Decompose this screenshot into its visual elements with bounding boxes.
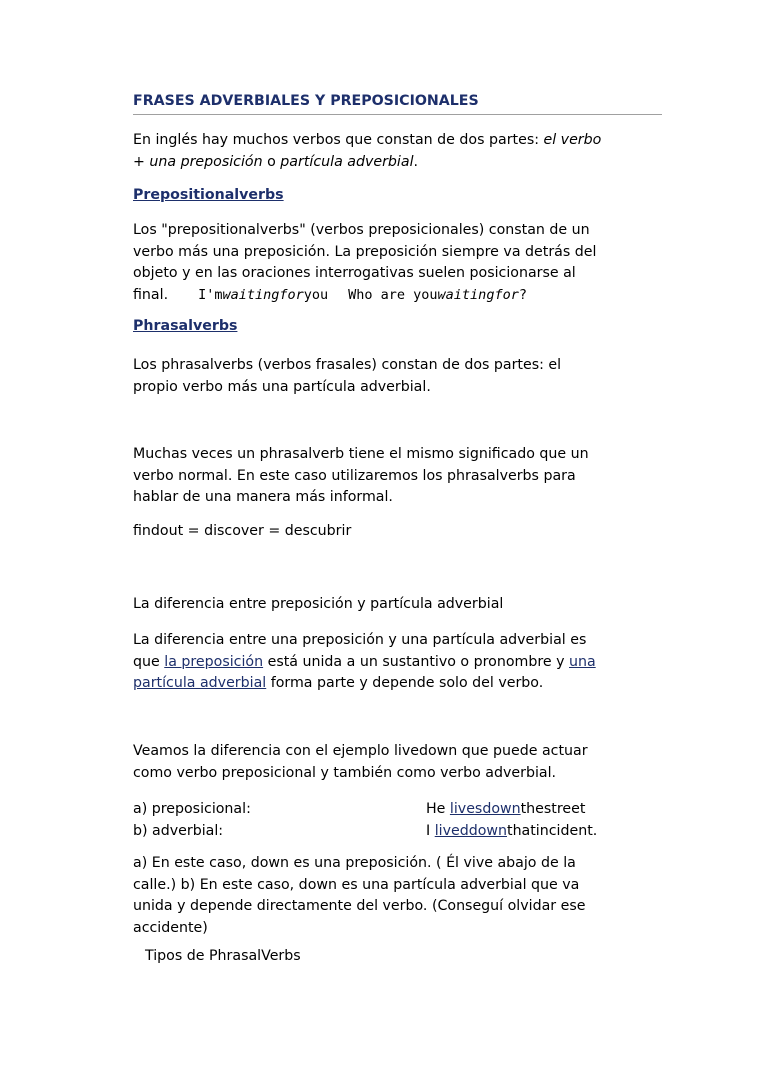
phrasal-paragraph: [133, 355, 663, 398]
prep-example-2-verb: waitingfor: [437, 286, 519, 303]
example-a-subject: He: [426, 801, 450, 817]
diff-line-1: La diferencia entre una preposición y una partícula adverbial es: [133, 632, 587, 648]
prep-line-4: [133, 285, 663, 307]
diff-line-2: [133, 652, 663, 674]
una-particula-link-end[interactable]: partícula adverbial: [133, 675, 267, 691]
prep-line-2: verbo más una preposición. La preposición siempre va detrás del: [133, 243, 597, 260]
prepositional-verbs-heading: Prepositionalverbs: [133, 187, 284, 203]
prep-example-2: [348, 287, 527, 303]
example-b-subject: I: [426, 822, 435, 839]
difference-heading: La diferencia entre preposición y partícula adverbial: [133, 596, 504, 612]
prep-example-1: [198, 287, 328, 303]
diff-line-3: [133, 673, 663, 695]
phrasal-verbs-heading: Phrasalverbs: [133, 318, 238, 334]
prep-example-1-object: you: [303, 286, 329, 303]
explanation-paragraph: [133, 853, 663, 939]
liveddown-link[interactable]: liveddown: [434, 822, 507, 839]
explain-line-1: a) En este caso, down es una preposición. ( Él vive abajo de la: [133, 855, 576, 871]
page-title: FRASES ADVERBIALES Y PREPOSICIONALES: [133, 93, 479, 109]
title-block: [133, 91, 662, 115]
explain-line-3: unida y depende directamente del verbo. (Conseguí olvidar ese: [133, 898, 586, 914]
intro-period: .: [413, 153, 419, 170]
explain-line-2: calle.) b) En este caso, down es una partícula adverbial que va: [133, 876, 580, 893]
prep-line-1: Los "prepositionalverbs" (verbos preposicionales) constan de un: [133, 222, 590, 238]
difference-paragraph: [133, 630, 663, 695]
veamos-paragraph: [133, 741, 663, 784]
muchas-line-1: Muchas veces un phrasalverb tiene el mismo significado que un: [133, 446, 589, 462]
example-b-sentence: [426, 821, 597, 843]
una-particula-link-start[interactable]: una: [569, 653, 596, 670]
example-b-label: b) adverbial:: [133, 822, 224, 839]
la-preposicion-link[interactable]: la preposición: [164, 653, 264, 670]
prep-example-1-verb: waitingfor: [222, 286, 304, 303]
diff-text-que: que: [133, 653, 165, 670]
prep-final-word: final.: [133, 286, 169, 303]
prep-example-2-question-mark: ?: [518, 286, 527, 303]
intro-emphasis-particula: partícula adverbial: [280, 153, 414, 170]
livesdown-link[interactable]: livesdown: [449, 801, 521, 817]
phrasal-line-1: Los phrasalverbs (verbos frasales) constan de dos partes: el: [133, 357, 562, 373]
explain-line-4: accidente): [133, 919, 208, 936]
intro-paragraph: [133, 130, 663, 173]
prepositional-paragraph: [133, 220, 663, 306]
example-b-row: [133, 821, 663, 843]
findout-example: findout = discover = descubrir: [133, 523, 352, 539]
examples-block: [133, 799, 663, 842]
intro-text: En inglés hay muchos verbos que constan de dos partes:: [133, 132, 544, 148]
muchas-veces-paragraph: [133, 444, 663, 509]
diff-text-middle: está unida a un sustantivo o pronombre y: [263, 653, 569, 670]
prep-example-2-start: Who are you: [348, 286, 438, 303]
intro-emphasis-preposicion: + una preposición: [133, 153, 263, 170]
phrasal-line-2: propio verbo más una partícula adverbial.: [133, 378, 431, 395]
veamos-line-1: Veamos la diferencia con el ejemplo livedown que puede actuar: [133, 743, 588, 759]
muchas-line-2: verbo normal. En este caso utilizaremos los phrasalverbs para: [133, 467, 576, 484]
prep-line-3: objeto y en las oraciones interrogativas suelen posicionarse al: [133, 265, 576, 281]
example-a-row: [133, 799, 663, 821]
intro-emphasis-verbo: el verbo: [543, 132, 602, 148]
muchas-line-3: hablar de una manera más informal.: [133, 489, 393, 505]
example-b-rest: thatincident.: [507, 822, 598, 839]
tipos-heading: Tipos de PhrasalVerbs: [145, 948, 301, 964]
example-a-label: a) preposicional:: [133, 801, 251, 817]
example-a-rest: thestreet: [520, 801, 586, 817]
intro-text-o: o: [262, 153, 281, 170]
diff-text-end: forma parte y depende solo del verbo.: [266, 675, 544, 691]
veamos-line-2: como verbo preposicional y también como verbo adverbial.: [133, 764, 557, 781]
prep-example-1-subject: I'm: [198, 286, 223, 303]
example-a-sentence: [426, 799, 585, 821]
